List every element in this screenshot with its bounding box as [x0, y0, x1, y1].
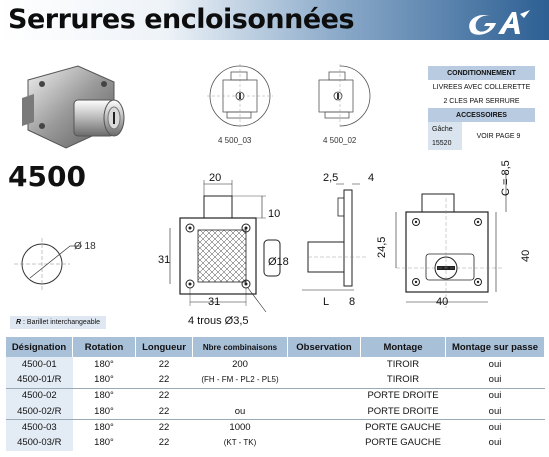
cell-combinaisons: (KT - TK): [223, 438, 257, 448]
dim-front-40w: 40: [436, 296, 449, 308]
page-title: Serrures encloisonnées: [8, 4, 355, 35]
cell-longueur: 22: [158, 437, 170, 449]
cell-longueur: 22: [136, 404, 193, 420]
dim-side-l: L: [323, 296, 330, 308]
model-number: 4500: [8, 160, 86, 193]
cell-montage: PORTE GAUCHE: [365, 437, 441, 449]
lock-photo: [18, 60, 128, 160]
note-text: : Barillet interchangeable: [23, 319, 101, 326]
cell-combinaisons: ou: [193, 404, 288, 420]
conditionnement-line-2: 2 CLES PAR SERRURE: [443, 97, 520, 105]
col-rotation: Rotation: [73, 337, 136, 357]
dim-height-tab: 10: [268, 208, 281, 220]
col-observation: Observation: [288, 337, 361, 357]
dim-side-8: 8: [349, 296, 356, 308]
col-designation: Désignation: [6, 337, 73, 357]
cell-rotation: 180°: [73, 372, 136, 388]
spec-table: [6, 337, 545, 451]
cell-observation: [288, 404, 361, 420]
conditionnement-line-1: LIVREES AVEC COLLERETTE: [432, 83, 531, 91]
cell-designation: 4500-03/R: [6, 435, 73, 450]
cell-montage: PORTE GAUCHE: [365, 421, 441, 433]
conditionnement-box: [428, 66, 535, 150]
drawing-4500-03: [205, 62, 275, 132]
cell-longueur: 22: [158, 358, 170, 370]
dim-side-4: 4: [368, 172, 375, 184]
header-banner: [0, 0, 549, 40]
col-combinaisons: Nbre combinaisons: [193, 337, 288, 357]
accessoires-header: ACCESSOIRES: [428, 108, 535, 122]
dim-width-body: 31: [208, 296, 221, 308]
caption-4500-02: 4 500_02: [323, 136, 357, 145]
cell-observation: [288, 435, 361, 450]
dim-barrel-d: Ø18: [268, 256, 289, 268]
cell-montage: TIROIR: [386, 358, 420, 370]
cell-montage: PORTE DROITE: [361, 404, 446, 420]
col-montage: Montage: [361, 337, 446, 357]
col-montage-passe: Montage sur passe: [446, 337, 545, 357]
cell-rotation: 180°: [94, 358, 114, 370]
cell-designation: 4500-03: [6, 420, 73, 436]
cell-combinaisons: [193, 388, 288, 404]
drawing-body-front: [158, 170, 286, 320]
caption-4500-03: 4 500_03: [218, 136, 252, 145]
cell-observation: [288, 372, 361, 388]
cell-longueur: 22: [158, 390, 170, 402]
table-row: [6, 388, 545, 404]
cell-montage: TIROIR: [361, 372, 446, 388]
cell-observation: [288, 388, 361, 404]
note-interchangeable: [10, 316, 106, 329]
cell-passe: oui: [488, 358, 502, 370]
table-row: [6, 357, 545, 372]
dim-front-245: 24,5: [376, 236, 388, 258]
dim-height-body: 31: [158, 254, 171, 266]
cell-rotation: 180°: [94, 437, 114, 449]
cell-combinaisons: (FH - FM - PL2 - PL5): [193, 372, 288, 388]
cell-passe: oui: [446, 372, 545, 388]
cell-longueur: 22: [158, 421, 170, 433]
cell-designation: 4500-02/R: [6, 404, 73, 420]
barrel-diameter-label: Ø 18: [74, 241, 96, 252]
cell-rotation: 180°: [94, 421, 114, 433]
cell-designation: 4500-01: [6, 357, 73, 372]
cell-observation: [288, 357, 361, 372]
dim-width-top: 20: [209, 172, 222, 184]
table-row: [6, 372, 545, 388]
dim-front-40h: 40: [520, 249, 532, 262]
cell-montage: PORTE DROITE: [367, 390, 439, 402]
barrel-diameter-drawing: [10, 232, 120, 292]
gache-label: Gâche: [428, 122, 462, 136]
cell-designation: 4500-02: [6, 388, 73, 404]
table-row: [6, 420, 545, 436]
cell-combinaisons: 200: [232, 358, 248, 370]
cell-passe: oui: [488, 390, 502, 402]
cell-passe: oui: [488, 421, 502, 433]
cell-rotation: 180°: [94, 390, 114, 402]
cell-rotation: 180°: [73, 404, 136, 420]
dim-side-25: 2,5: [323, 172, 339, 184]
cell-passe: oui: [446, 404, 545, 420]
dim-front-c: C = 8,5: [500, 160, 512, 196]
ga-logo: [462, 8, 532, 38]
col-longueur: Longueur: [136, 337, 193, 357]
cell-observation: [288, 420, 361, 436]
dim-holes: 4 trous Ø3,5: [188, 315, 249, 327]
cell-combinaisons: 1000: [229, 421, 251, 433]
drawing-body-side: [300, 178, 370, 308]
voir-page: VOIR PAGE 9: [476, 132, 521, 140]
table-row: [6, 404, 545, 420]
table-row: [6, 435, 545, 450]
cell-designation: 4500-01/R: [6, 372, 73, 388]
conditionnement-header: CONDITIONNEMENT: [428, 66, 535, 80]
cell-longueur: 22: [136, 372, 193, 388]
cell-passe: oui: [488, 437, 502, 449]
drawing-4500-02: [305, 62, 375, 132]
gache-code: 15520: [428, 136, 462, 150]
note-key: R: [16, 319, 22, 326]
